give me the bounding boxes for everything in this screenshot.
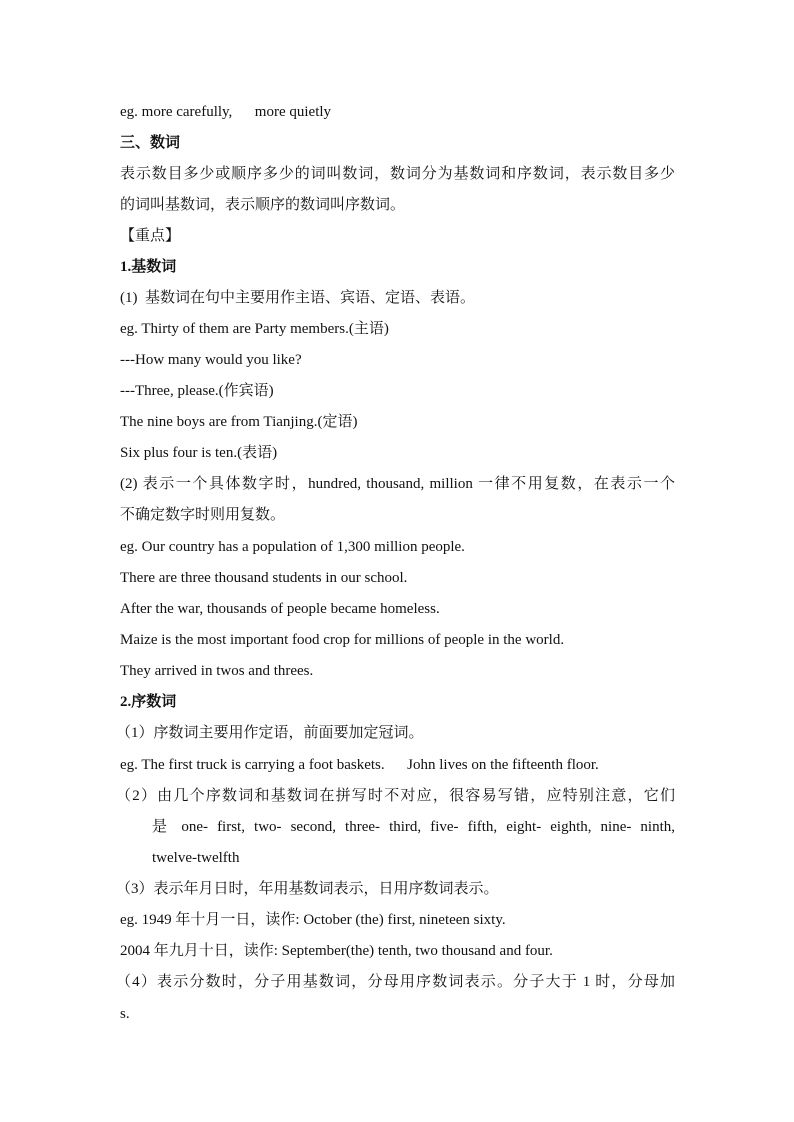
example-line: ---Three, please.(作宾语) [120, 383, 274, 399]
example-line: eg. Thirty of them are Party members.(主语) [120, 321, 389, 337]
paragraph-line: 表示数目多少或顺序多少的词叫数词，数词分为基数词和序数词，表示数目多少 [120, 166, 675, 182]
rule-item: （4）表示分数时，分子用基数词，分母用序数词表示。分子大于 1 时，分母加 [116, 974, 675, 990]
example-line: 2004 年九月十日，读作: September(the) tenth, two thousand and four. [120, 943, 553, 959]
rule-item: （3）表示年月日时，年用基数词表示，日用序数词表示。 [116, 881, 499, 897]
example-line: ---How many would you like? [120, 352, 302, 368]
example-line: eg. Our country has a population of 1,300 million people. [120, 539, 465, 555]
subheading-ordinal: 2.序数词 [120, 694, 177, 710]
rule-item-continued: 是 one- first, two- second, three- third, five- fifth, eight- eighth, nine- ninth, [152, 819, 675, 835]
example-line: eg. 1949 年十月一日，读作: October (the) first, nineteen sixty. [120, 912, 506, 928]
example-line: They arrived in twos and threes. [120, 663, 314, 679]
key-points-label: 【重点】 [120, 228, 181, 244]
rule-item: （1）序数词主要用作定语，前面要加定冠词。 [116, 725, 424, 741]
rule-item-continued: s. [120, 1006, 130, 1022]
example-line: There are three thousand students in our school. [120, 570, 408, 586]
rule-item-continued: twelve-twelfth [152, 850, 240, 866]
rule-item: （2）由几个序数词和基数词在拼写时不对应，很容易写错，应特别注意，它们 [116, 788, 675, 804]
example-line: eg. The first truck is carrying a foot baskets. John lives on the fifteenth floor. [120, 757, 599, 773]
example-line: After the war, thousands of people became homeless. [120, 601, 440, 617]
section-heading-numerals: 三、数词 [120, 135, 181, 151]
example-line: Six plus four is ten.(表语) [120, 445, 278, 461]
rule-item: (1) 基数词在句中主要用作主语、宾语、定语、表语。 [120, 290, 475, 306]
subheading-cardinal: 1.基数词 [120, 259, 177, 275]
example-adverbs: eg. more carefully, more quietly [120, 104, 332, 120]
rule-item-continued: 不确定数字时则用复数。 [120, 507, 286, 523]
example-line: Maize is the most important food crop for millions of people in the world. [120, 632, 565, 648]
rule-item: (2) 表示一个具体数字时，hundred, thousand, million 一律不用复数，在表示一个 [120, 476, 675, 492]
paragraph-line: 的词叫基数词，表示顺序的数词叫序数词。 [120, 197, 406, 213]
example-line: The nine boys are from Tianjing.(定语) [120, 414, 358, 430]
